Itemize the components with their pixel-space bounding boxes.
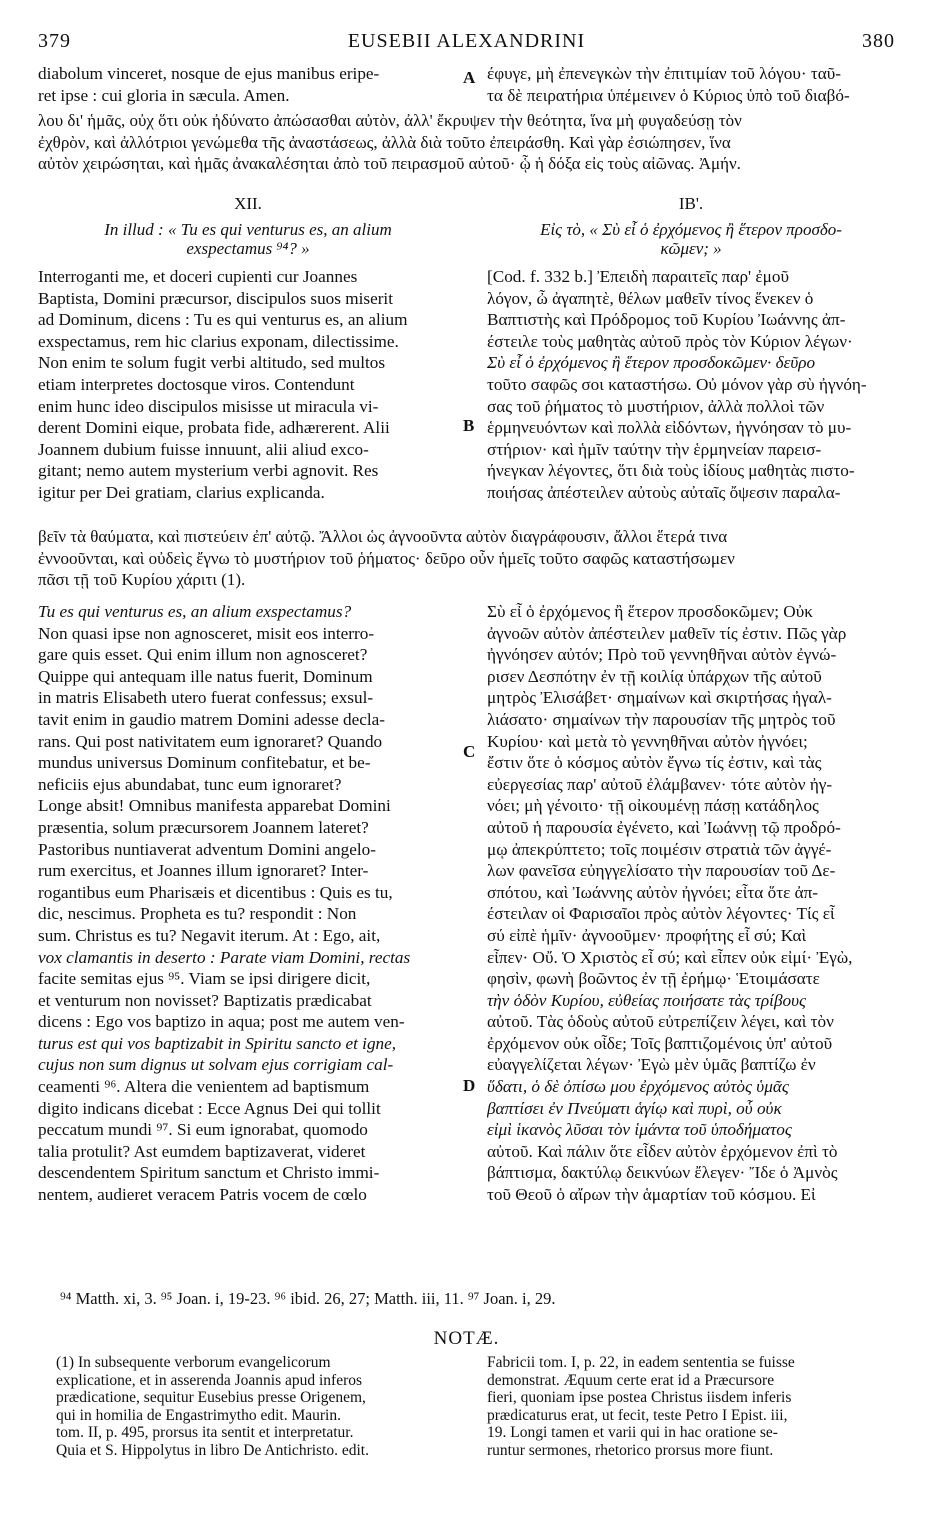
text-line: αὐτὸν χειρώσηται, καὶ ἡμᾶς ἀνακαλέσηται ἀπὸ τοῦ πειρασμοῦ αὐτοῦ· ᾧ ἡ δόξα εἰς τοὺς αἰῶνας. Ἀμήν. <box>38 154 741 174</box>
text-line: sum. Christus es tu? Negavit iterum. At : Ego, ait, <box>38 925 381 945</box>
text-line: ἠγνόησεν αὐτόν; Πρὸ τοῦ γεννηθῆναι αὐτὸν ἐγνώ- <box>487 645 837 665</box>
text-line: Joannem dubium fuisse innuunt, alii aliud exco- <box>38 439 369 459</box>
notes-right-column <box>487 1354 897 1460</box>
text-line: derent Domini eique, probata fide, adhærerent. Alii <box>38 418 390 438</box>
text-line: αὐτοῦ. Τὰς ὁδοὺς αὐτοῦ εὐτρεπίζειν λέγει, καὶ τὸν <box>487 1012 834 1032</box>
top-greek <box>487 63 895 106</box>
text-line: rum exercitus, et Joannes illum ignoraret? Inter- <box>38 861 369 881</box>
text-line: ποιήσας ἀπέστειλεν αὐτοὺς αὐταῖς ὄψεσιν παραλα- <box>487 482 841 502</box>
heading-line: κῶμεν; » <box>660 239 722 258</box>
heading-line: exspectamus ⁹⁴? » <box>186 239 310 258</box>
text-line: ρισεν Δεσπότην ἐν τῇ κοιλίᾳ ὑπάρχων τῆς αὐτοῦ <box>487 666 822 686</box>
text-line: Κυρίου· καὶ μετὰ τὸ γεννηθῆναι αὐτὸν ἠγνόει; <box>487 731 808 751</box>
text-line: Σὺ εἶ ὁ ἐρχόμενος ἢ ἕτερον προσδοκῶμεν· δεῦρο <box>487 353 816 373</box>
text-line: ὕδατι, ὁ δὲ ὀπίσω μου ἐρχόμενος αὐτὸς ὑμᾶς <box>487 1077 789 1097</box>
heading-line: Εἰς τὸ, « Σὺ εἶ ὁ ἐρχόμενος ἢ ἕτερον προσδο- <box>540 220 842 239</box>
latin-section-heading <box>38 220 458 258</box>
text-line: descendentem Spiritum sanctum et Christo immi- <box>38 1163 380 1183</box>
text-line: ήνεγκαν λέγοντες, ὅτι διὰ τοὺς ἰδίους μαθητὰς πιστο- <box>487 461 855 481</box>
text-line: Non enim te solum fugit verbi altitudo, sed multos <box>38 353 386 373</box>
note-line: runtur sermones, rhetorico prorsus more fiunt. <box>487 1441 774 1459</box>
text-line: facite semitas ejus ⁹⁵. Viam se ipsi dirigere dicit, <box>38 969 371 989</box>
margin-marker-a: A <box>463 68 476 87</box>
text-line: αὐτοῦ ἡ παρουσία ἐγένετο, καὶ Ἰωάννῃ τῷ προδρό- <box>487 817 841 837</box>
text-line: έστειλαν οἱ Φαρισαῖοι πρὸς αὐτὸν λέγοντες· Τίς εἶ <box>487 904 835 924</box>
scripture-footnotes: ⁹⁴ Matth. xi, 3. ⁹⁵ Joan. i, 19-23. ⁹⁶ ibid. 26, 27; Matth. iii, 11. ⁹⁷ Joan. i, 29. <box>60 1289 556 1308</box>
text-line: τοῦτο σαφῶς σοι καταστήσω. Οὐ μόνον γὰρ σὺ ἠγνόη- <box>487 374 867 394</box>
text-line: talia protulit? Ast eumdem baptizaverat, videret <box>38 1141 366 1161</box>
text-line: nentem, audieret veracem Patris vocem de cœlo <box>38 1185 367 1205</box>
text-line: exspectamus, rem hic clarius exponam, dilectissime. <box>38 331 399 351</box>
note-line: Fabricii tom. I, p. 22, in eadem sententia se fuisse <box>487 1354 795 1371</box>
text-line: μητρὸς Ἐλισάβετ· σημαίνων καὶ σκιρτήσας ἠγαλ- <box>487 688 832 708</box>
text-line: cujus non sum dignus ut solvam ejus corrigiam cal- <box>38 1055 394 1075</box>
text-line: ἔστιν ὅτε ὁ κόσμος αὐτὸν ἔγνω τίς ἐστιν, καὶ τὰς <box>487 753 822 773</box>
text-line: vox clamantis in deserto : Parate viam Domini, rectas <box>38 947 411 967</box>
latin-column-1 <box>38 266 458 504</box>
note-line: prædicatione, sequitur Eusebius presse Origenem, <box>56 1389 366 1407</box>
text-line: Σὺ εἶ ὁ ἐρχόμενος ἢ ἕτερον προσδοκῶμεν; Οὐκ <box>487 602 813 621</box>
text-line: mundus universus Dominum confitebatur, et be- <box>38 753 371 773</box>
text-line: dic, nescimus. Propheta es tu? respondit : Non <box>38 904 357 924</box>
text-line: Non quasi ipse non agnosceret, misit eos interro- <box>38 623 375 643</box>
text-line: τα δὲ πειρατήρια ὑπέμεινεν ὁ Κύριος ὑπὸ τοῦ διαβό- <box>487 85 850 105</box>
text-line: præsentia, solum præcursorem Joannem lateret? <box>38 817 369 837</box>
note-line: explicatione, et in asserenda Joannis apud inferos <box>56 1371 363 1389</box>
text-line: ἐρχόμενον οὐκ οἶδε; Τοῖς βαπτιζομένοις ὑπ' αὐτοῦ <box>487 1033 833 1053</box>
text-line: τοῦ Θεοῦ ὁ αἴρων τὴν ἁμαρτίαν τοῦ κόσμου. Εἰ <box>487 1185 816 1205</box>
text-line: ad Dominum, dicens : Tu es qui venturus es, an alium <box>38 310 408 330</box>
note-line: qui in homilia de Engastrimytho edit. Maurin. <box>56 1406 341 1424</box>
text-line: Interroganti me, et doceri cupienti cur Joannes <box>38 267 358 286</box>
note-line: fieri, quoniam ipse postea Christus iisdem inferis <box>487 1389 792 1407</box>
text-line: βαπτίσει ἐν Πνεύματι ἁγίῳ καὶ πυρὶ, οὗ οὐκ <box>487 1098 782 1118</box>
text-line: Pastoribus nuntiaverat adventum Domini angelo- <box>38 839 376 859</box>
text-line: εὐεργεσίας παρ' αὐτοῦ ἐλάμβανεν· τότε αὐτὸν ἠγ- <box>487 774 833 794</box>
text-line: σύ εἰπὲ ἡμῖν· ἀγνοοῦμεν· προφήτης εἶ σύ; Καὶ <box>487 925 807 945</box>
text-line: σας τοῦ ῥήματος τὸ μυστήριον, ἀλλὰ πολλοὶ τῶν <box>487 396 825 416</box>
top-greek-full <box>38 110 894 175</box>
text-line: τὴν ὁδὸν Κυρίου, εὐθείας ποιήσατε τὰς τρίβους <box>487 990 806 1010</box>
text-line: neficiis ejus abundabat, tunc eum ignoraret? <box>38 774 342 794</box>
text-line: εὐαγγελίζεται λέγων· Ἐγὼ μὲν ὑμᾶς βαπτίζω ἐν <box>487 1055 816 1075</box>
text-line: et venturum non novisset? Baptizatis prædicabat <box>38 990 372 1010</box>
greek-column-2 <box>487 601 895 1206</box>
text-line: Βαπτιστὴς καὶ Πρόδρομος τοῦ Κυρίου Ἰωάννης ἀπ- <box>487 310 846 330</box>
running-title: EUSEBII ALEXANDRINI <box>347 30 586 52</box>
text-line: tavit enim in gaudio matrem Domini adesse decla- <box>38 709 385 729</box>
text-line: [Cod. f. 332 b.] Ἐπειδὴ παραιτεῖς παρ' ἐμοῦ <box>487 267 789 286</box>
note-line: demonstrat. Æquum certe erat id a Præcursore <box>487 1371 775 1389</box>
latin-section-number: XII. <box>234 194 262 213</box>
text-line: gitant; nemo autem mysterium verbi agnovit. Res <box>38 461 379 481</box>
text-line: ἀγνοῶν αὐτὸν ἀπέστειλεν μαθεῖν τίς ἐστιν. Πῶς γὰρ <box>487 623 847 643</box>
text-line: dicens : Ego vos baptizo in aqua; post me autem ven- <box>38 1012 405 1032</box>
text-line: Tu es qui venturus es, an alium exspectamus? <box>38 602 352 621</box>
text-line: ἐννοοῦνται, καὶ οὐδεὶς ἔγνω τὸ μυστήριον τοῦ ῥήματος· δεῦρο οὖν ἡμεῖς τοῦτο σαφῶς καταστήσωμεν <box>38 548 735 568</box>
text-line: Quippe qui antequam ille natus fuerit, Dominum <box>38 666 373 686</box>
text-line: βεῖν τὰ θαύματα, καὶ πιστεύειν ἐπ' αὐτῷ. Ἄλλοι ὡς ἀγνοοῦντα αὐτὸν διαγράφουσιν, ἄλλοι ἕτερά τινα <box>38 527 728 546</box>
notes-left-column <box>56 1354 466 1460</box>
text-line: λων φανεῖσα εὐηγγελίσατο τὴν παρουσίαν τοῦ Δε- <box>487 861 836 881</box>
text-line: έφυγε, μὴ ἐπενεγκὼν τὴν ἐπιτιμίαν τοῦ λόγου· ταῦ- <box>487 64 842 83</box>
greek-column-1 <box>487 266 895 504</box>
text-line: εἰμὶ ἱκανὸς λῦσαι τὸν ἱμάντα τοῦ ὑποδήματος <box>487 1120 792 1140</box>
text-line: λου δι' ἡμᾶς, οὐχ ὅτι οὐκ ἠδύνατο ἀπώσασθαι αὐτὸν, ἀλλ' ἔκρυψεν τὴν θεότητα, ἵνα μὴ φυγαδεύσῃ τὸν <box>38 111 742 130</box>
text-line: βάπτισμα, δακτύλῳ δεικνύων ἔλεγεν· Ἴδε ὁ Ἀμνὸς <box>487 1163 838 1183</box>
top-latin <box>38 63 458 106</box>
text-line: Longe absit! Omnibus manifesta apparebat Domini <box>38 796 391 816</box>
note-line: tom. II, p. 495, prorsus ita sentit et interpretatur. <box>56 1424 354 1442</box>
heading-line: In illud : « Tu es qui venturus es, an alium <box>104 220 392 239</box>
text-line: digito indicans dicebat : Ecce Agnus Dei qui tollit <box>38 1098 381 1118</box>
text-line: gare quis esset. Qui enim illum non agnosceret? <box>38 645 368 665</box>
block1-greek-full <box>38 526 894 591</box>
text-line: ἑρμηνευόντων καὶ πολλὰ εἰδόντων, ἠγνόησαν τὸ μυ- <box>487 418 852 438</box>
text-line: λόγον, ὦ ἀγαπητὲ, θέλων μαθεῖν τίνος ἕνεκεν ὁ <box>487 288 814 308</box>
greek-section-number: ΙΒ'. <box>678 194 704 213</box>
text-line: σπότου, καὶ Ἰωάννης αὐτὸν ἠγνόει; εἶτα ὅτε ἀπ- <box>487 882 819 902</box>
text-line: peccatum mundi ⁹⁷. Si eum ignorabat, quomodo <box>38 1120 368 1140</box>
margin-marker-b: B <box>463 416 475 435</box>
text-line: rans. Qui post nativitatem eum ignoraret? Quando <box>38 731 383 751</box>
left-page-number: 379 <box>38 30 71 52</box>
text-line: πᾶσι τῇ τοῦ Κυρίου χάριτι (1). <box>38 570 246 590</box>
text-line: in matris Elisabeth utero fuerat confessus; exsul- <box>38 688 374 708</box>
margin-marker-d: D <box>463 1076 476 1095</box>
text-line: έστειλε τοὺς μαθητὰς αὐτοῦ πρὸς τὸν Κύριον λέγων· <box>487 331 853 351</box>
text-line: turus est qui vos baptizabit in Spiritu sancto et igne, <box>38 1033 397 1053</box>
text-line: αὐτοῦ. Καὶ πάλιν ὅτε εἶδεν αὐτὸν ἐρχόμενον ἐπὶ τὸ <box>487 1141 838 1161</box>
text-line: εἶπεν· Οὔ. Ὁ Χριστὸς εἶ σύ; καὶ εἶπεν οὐκ εἰμί· Ἐγὼ, <box>487 947 853 967</box>
text-line: ceamenti ⁹⁶. Altera die venientem ad baptismum <box>38 1077 370 1097</box>
text-line: λιάσατο· σημαίνων τὴν παρουσίαν τῆς μητρὸς τοῦ <box>487 709 836 729</box>
notes-title: NOTÆ. <box>433 1328 500 1349</box>
text-line: etiam interpretes doctosque viros. Contendunt <box>38 374 355 394</box>
text-line: φησὶν, φωνὴ βοῶντος ἐν τῇ ἐρήμῳ· Ἑτοιμάσατε <box>487 969 820 989</box>
greek-section-heading <box>487 220 895 258</box>
text-line: diabolum vinceret, nosque de ejus manibus eripe- <box>38 64 380 83</box>
text-line: enim hunc ideo discipulos misisse ut miracula vi- <box>38 396 379 416</box>
text-line: μῳ ἀπεκρύπτετο; τοῖς ποιμέσιν στρατιὰ τῶν ἀγγέ- <box>487 839 832 859</box>
note-line: prædicaturus erat, ut fecit, teste Petro I Epist. iii, <box>487 1406 788 1424</box>
text-line: rogantibus eum Pharisæis et dicentibus : Quis es tu, <box>38 882 393 902</box>
text-line: ἐχθρὸν, καὶ ἀλλότριοι γενώμεθα τῆς ἀναστάσεως, ἀλλὰ διὰ τοῦτο ἐπειράσθη. Καὶ γὰρ ἐσιώπησεν, ἵνα <box>38 132 731 152</box>
note-line: 19. Longi tamen et varii qui in hac oratione se- <box>487 1424 778 1442</box>
right-page-number: 380 <box>862 30 895 52</box>
text-line: νόει; μὴ γένοιτο· τῇ οἰκουμένῃ πάσῃ κατάδηλος <box>487 796 819 816</box>
note-line: Quia et S. Hippolytus in libro De Antichristo. edit. <box>56 1441 369 1459</box>
text-line: igitur per Dei gratiam, clarius explicanda. <box>38 482 325 502</box>
margin-marker-c: C <box>463 742 476 761</box>
text-line: στήριον· καὶ ἡμῖν ταύτην τὴν ἑρμηνείαν παρεισ- <box>487 439 822 459</box>
note-line: (1) In subsequente verborum evangelicorum <box>56 1354 331 1371</box>
latin-column-2 <box>38 601 458 1206</box>
text-line: ret ipse : cui gloria in sæcula. Amen. <box>38 85 290 105</box>
text-line: Baptista, Domini præcursor, discipulos suos miserit <box>38 288 393 308</box>
